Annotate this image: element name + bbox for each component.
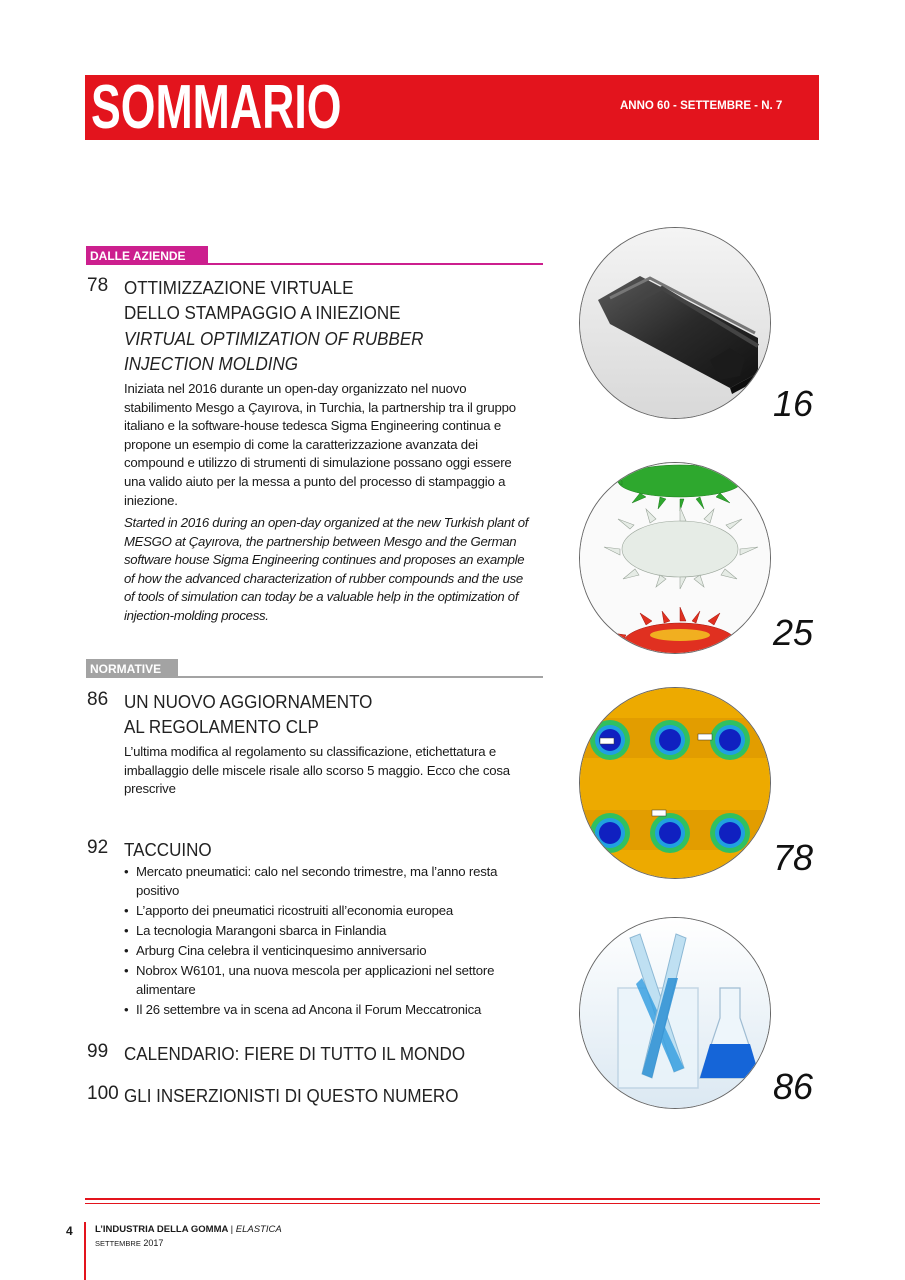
simulation-spheres-image bbox=[580, 463, 771, 654]
article-title[interactable]: OTTIMIZZAZIONE VIRTUALE bbox=[124, 277, 354, 298]
article-title[interactable]: DELLO STAMPAGGIO A INIEZIONE bbox=[124, 302, 401, 323]
footer-divider bbox=[85, 1198, 820, 1200]
issue-year: 2017 bbox=[143, 1238, 164, 1248]
article-page-number[interactable]: 78 bbox=[87, 275, 109, 296]
issue-info: ANNO 60 - SETTEMBRE - N. 7 bbox=[620, 100, 783, 112]
list-item[interactable]: • La tecnologia Marangoni sbarca in Finlandia bbox=[124, 922, 534, 941]
heatmap-image bbox=[580, 688, 771, 879]
publication-separator: | bbox=[230, 1224, 234, 1235]
news-list bbox=[124, 863, 534, 1021]
rubber-profile-image bbox=[580, 228, 771, 419]
article-abstract-en: Started in 2016 during an open-day organized at the new Turkish plant of MESGO at Çayırova, the partnership between Mesgo and the German software house Sigma Engineering continues and proposes an example of how the advanced characterization of rubber compounds and the use of tools of simulation can today be a valuable help in the optimization of injection-molding process. bbox=[124, 515, 529, 623]
footer-vertical-rule bbox=[84, 1222, 86, 1280]
article-abstract-it: Iniziata nel 2016 durante un open-day organizzato nel nuovo stabilimento Mesgo a Çayırova, in Turchia, la partnership tra il gruppo italiano e la software-house tedesca Sigma Engineering continua e propone un esempio di come la caratterizzazione avanzata dei compound e utilizzo di strumenti di simulazione possano oggi essere una valido aiuto per la messa a punto del processo di stampaggio a iniezione. bbox=[124, 381, 516, 508]
publication-title: L’INDUSTRIA DELLA GOMMA bbox=[95, 1224, 228, 1235]
article-title-en[interactable]: INJECTION MOLDING bbox=[124, 353, 298, 374]
list-item[interactable]: • Arburg Cina celebra il venticinquesimo anniversario bbox=[124, 942, 534, 961]
article-page-number[interactable]: 99 bbox=[87, 1041, 109, 1062]
thumbnail-page-label: 25 bbox=[773, 612, 814, 653]
publication-name bbox=[95, 1224, 282, 1235]
article-page-number[interactable]: 92 bbox=[87, 837, 109, 858]
article-page-number[interactable]: 100 bbox=[87, 1083, 119, 1104]
issue-date bbox=[95, 1238, 163, 1248]
list-item[interactable]: • Mercato pneumatici: calo nel secondo trimestre, ma l’anno resta positivo bbox=[124, 863, 534, 900]
issue-month: SETTEMBRE bbox=[95, 1239, 141, 1248]
section-divider bbox=[86, 263, 543, 265]
thumbnail-simulation-spheres[interactable] bbox=[579, 462, 771, 654]
section-tag-aziende: DALLE AZIENDE bbox=[86, 246, 208, 264]
article-title[interactable]: CALENDARIO: FIERE DI TUTTO IL MONDO bbox=[124, 1043, 466, 1064]
section-divider bbox=[86, 676, 543, 678]
page-title: SOMMARIO bbox=[91, 73, 342, 142]
article-abstract: L’ultima modifica al regolamento su classificazione, etichettatura e imballaggio delle miscele risale allo scorso 5 maggio. Ecco che cosa prescrive bbox=[124, 744, 510, 797]
page-number: 4 bbox=[66, 1224, 73, 1238]
footer-divider bbox=[85, 1203, 820, 1204]
article-title[interactable]: UN NUOVO AGGIORNAMENTO bbox=[124, 691, 373, 712]
thumbnail-page-label: 16 bbox=[773, 383, 814, 424]
article-title[interactable]: GLI INSERZIONISTI DI QUESTO NUMERO bbox=[124, 1085, 459, 1106]
lab-glassware-image bbox=[580, 918, 771, 1109]
thumbnail-rubber-profile[interactable] bbox=[579, 227, 771, 419]
thumbnail-lab-glassware[interactable] bbox=[579, 917, 771, 1109]
publication-subtitle: ELASTICA bbox=[235, 1224, 282, 1235]
list-item[interactable]: • L’apporto dei pneumatici ricostruiti all’economia europea bbox=[124, 902, 534, 921]
thumbnail-page-label: 86 bbox=[773, 1066, 814, 1107]
article-title[interactable]: AL REGOLAMENTO CLP bbox=[124, 716, 319, 737]
section-tag-normative: NORMATIVE bbox=[86, 659, 178, 677]
article-page-number[interactable]: 86 bbox=[87, 689, 109, 710]
list-item[interactable]: • Il 26 settembre va in scena ad Ancona il Forum Meccatronica bbox=[124, 1001, 534, 1020]
thumbnail-page-label: 78 bbox=[773, 837, 814, 878]
thumbnail-heatmap[interactable] bbox=[579, 687, 771, 879]
article-title-en[interactable]: VIRTUAL OPTIMIZATION OF RUBBER bbox=[124, 328, 424, 349]
list-item[interactable]: • Nobrox W6101, una nuova mescola per applicazioni nel settore alimentare bbox=[124, 962, 534, 999]
article-title[interactable]: TACCUINO bbox=[124, 839, 212, 860]
